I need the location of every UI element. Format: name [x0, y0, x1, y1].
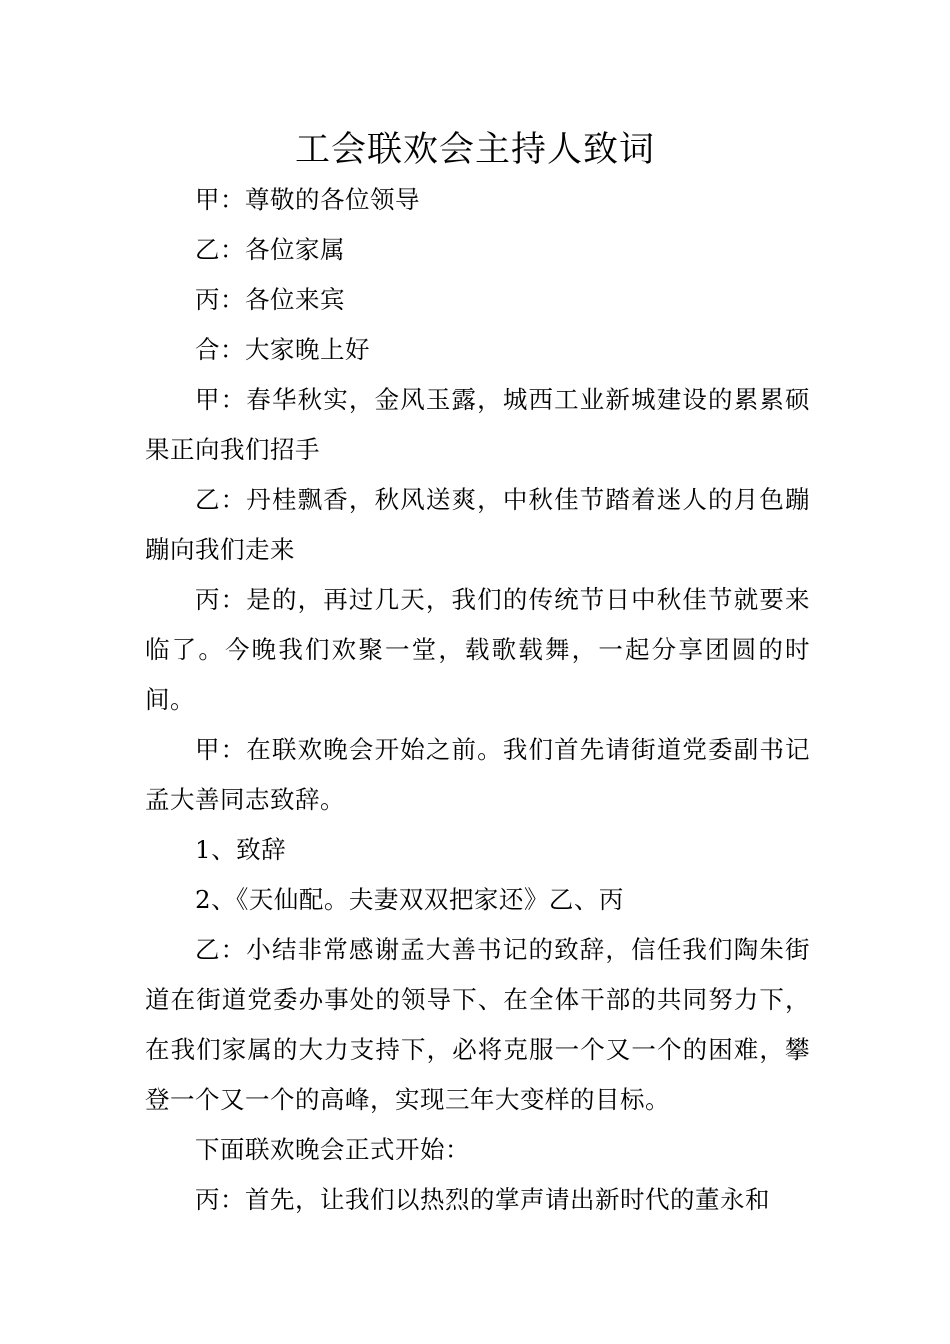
paragraph: 甲：春华秋实，金风玉露，城西工业新城建设的累累硕果正向我们招手: [145, 385, 810, 464]
paragraph: 乙：丹桂飘香，秋风送爽，中秋佳节踏着迷人的月色蹦蹦向我们走来: [145, 485, 810, 564]
paragraph: 乙：小结非常感谢孟大善书记的致辞，信任我们陶朱街道在街道党委办事处的领导下、在全体干部的共同努力下，在我们家属的大力支持下，必将克服一个又一个的困难，攀登一个又一个的高峰，实现三年大变样的目标。: [145, 935, 810, 1114]
paragraph: 丙：是的，再过几天，我们的传统节日中秋佳节就要来临了。今晚我们欢聚一堂，载歌载舞，一起分享团圆的时间。: [145, 585, 810, 714]
paragraph: 2、《天仙配。夫妻双双把家还》乙、丙: [195, 885, 624, 914]
document-title: 工会联欢会主持人致词: [294, 130, 655, 170]
paragraph: 丙：首先，让我们以热烈的掌声请出新时代的董永和: [195, 1185, 770, 1214]
paragraph: 甲：在联欢晚会开始之前。我们首先请街道党委副书记孟大善同志致辞。: [145, 735, 810, 814]
paragraph: 合：大家晚上好: [195, 335, 370, 364]
paragraph: 丙：各位来宾: [195, 285, 345, 314]
document-body: [145, 175, 810, 1225]
paragraph: 甲：尊敬的各位领导: [195, 185, 420, 214]
paragraph: 下面联欢晚会正式开始：: [195, 1135, 470, 1164]
paragraph: 乙：各位家属: [195, 235, 345, 264]
paragraph: 1、致辞: [195, 835, 287, 864]
